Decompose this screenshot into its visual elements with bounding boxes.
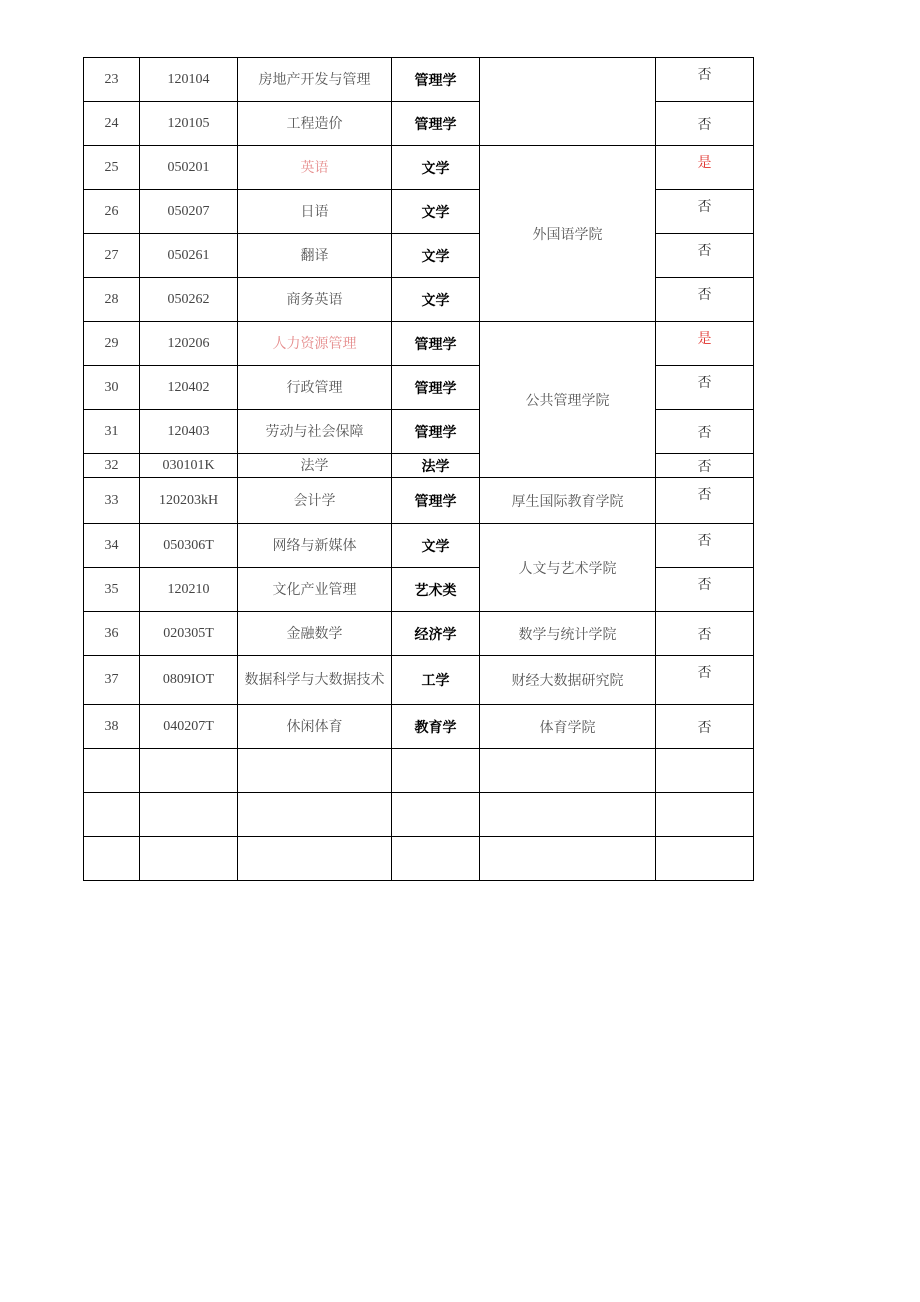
- major-name: 翻译: [238, 234, 392, 278]
- flag-cell: 否: [656, 234, 754, 278]
- major-name: 网络与新媒体: [238, 524, 392, 568]
- table-row: [84, 524, 754, 568]
- major-code: 120104: [140, 58, 238, 102]
- row-number: 23: [84, 58, 140, 102]
- major-code: 120210: [140, 568, 238, 612]
- flag-cell: 否: [656, 102, 754, 146]
- major-name: 人力资源管理: [238, 322, 392, 366]
- row-number: 27: [84, 234, 140, 278]
- major-code: 120403: [140, 410, 238, 454]
- major-name: 工程造价: [238, 102, 392, 146]
- major-code: 0809IOT: [140, 656, 238, 705]
- row-number: 34: [84, 524, 140, 568]
- row-number: 35: [84, 568, 140, 612]
- college-name: 厚生国际教育学院: [480, 478, 656, 524]
- flag-cell: 否: [656, 190, 754, 234]
- major-name: 日语: [238, 190, 392, 234]
- empty-cell: [392, 749, 480, 793]
- table-row: [84, 322, 754, 366]
- major-name: 会计学: [238, 478, 392, 524]
- major-code: 050261: [140, 234, 238, 278]
- flag-cell: 否: [656, 478, 754, 524]
- flag-cell: 否: [656, 524, 754, 568]
- discipline-category: 管理学: [392, 58, 480, 102]
- discipline-category: 文学: [392, 146, 480, 190]
- table-row: [84, 705, 754, 749]
- major-code: 120203kH: [140, 478, 238, 524]
- major-code: 050306T: [140, 524, 238, 568]
- major-code: 120402: [140, 366, 238, 410]
- row-number: 37: [84, 656, 140, 705]
- empty-cell: [84, 837, 140, 881]
- row-number: 38: [84, 705, 140, 749]
- discipline-category: 文学: [392, 524, 480, 568]
- table-row: [84, 478, 754, 524]
- row-number: 28: [84, 278, 140, 322]
- discipline-category: 管理学: [392, 102, 480, 146]
- empty-cell: [480, 749, 656, 793]
- major-name: 法学: [238, 454, 392, 478]
- discipline-category: 管理学: [392, 478, 480, 524]
- major-code: 030101K: [140, 454, 238, 478]
- college-name: 人文与艺术学院: [480, 524, 656, 612]
- majors-table-sheet: [83, 57, 754, 881]
- college-name: 体育学院: [480, 705, 656, 749]
- empty-row: [84, 837, 754, 881]
- row-number: 30: [84, 366, 140, 410]
- college-name: 公共管理学院: [480, 322, 656, 478]
- major-code: 020305T: [140, 612, 238, 656]
- major-name: 数据科学与大数据技术: [238, 656, 392, 705]
- empty-cell: [392, 837, 480, 881]
- major-code: 050207: [140, 190, 238, 234]
- majors-table: [83, 57, 754, 881]
- empty-cell: [656, 793, 754, 837]
- empty-cell: [140, 793, 238, 837]
- discipline-category: 教育学: [392, 705, 480, 749]
- discipline-category: 管理学: [392, 322, 480, 366]
- discipline-category: 艺术类: [392, 568, 480, 612]
- empty-cell: [140, 837, 238, 881]
- flag-cell: 否: [656, 568, 754, 612]
- empty-cell: [392, 793, 480, 837]
- major-name: 休闲体育: [238, 705, 392, 749]
- major-code: 050262: [140, 278, 238, 322]
- empty-row: [84, 749, 754, 793]
- row-number: 26: [84, 190, 140, 234]
- flag-cell: 否: [656, 454, 754, 478]
- flag-cell: 是: [656, 146, 754, 190]
- college-name: 外国语学院: [480, 146, 656, 322]
- empty-cell: [656, 837, 754, 881]
- empty-cell: [238, 749, 392, 793]
- table-row: [84, 656, 754, 705]
- major-code: 050201: [140, 146, 238, 190]
- table-row: [84, 58, 754, 102]
- empty-cell: [140, 749, 238, 793]
- row-number: 31: [84, 410, 140, 454]
- college-name: 财经大数据研究院: [480, 656, 656, 705]
- major-name: 金融数学: [238, 612, 392, 656]
- row-number: 25: [84, 146, 140, 190]
- major-name: 房地产开发与管理: [238, 58, 392, 102]
- row-number: 32: [84, 454, 140, 478]
- major-name: 文化产业管理: [238, 568, 392, 612]
- major-name: 商务英语: [238, 278, 392, 322]
- empty-cell: [84, 749, 140, 793]
- discipline-category: 法学: [392, 454, 480, 478]
- row-number: 36: [84, 612, 140, 656]
- college-cell-blank: [480, 58, 656, 146]
- empty-cell: [656, 749, 754, 793]
- major-name: 行政管理: [238, 366, 392, 410]
- empty-cell: [480, 837, 656, 881]
- flag-cell: 否: [656, 278, 754, 322]
- empty-cell: [238, 837, 392, 881]
- row-number: 24: [84, 102, 140, 146]
- row-number: 33: [84, 478, 140, 524]
- flag-cell: 否: [656, 410, 754, 454]
- discipline-category: 管理学: [392, 366, 480, 410]
- discipline-category: 管理学: [392, 410, 480, 454]
- empty-cell: [238, 793, 392, 837]
- table-row: [84, 146, 754, 190]
- major-code: 120206: [140, 322, 238, 366]
- discipline-category: 经济学: [392, 612, 480, 656]
- flag-cell: 否: [656, 366, 754, 410]
- table-row: [84, 612, 754, 656]
- major-code: 040207T: [140, 705, 238, 749]
- flag-cell: 否: [656, 656, 754, 705]
- discipline-category: 文学: [392, 190, 480, 234]
- flag-cell: 否: [656, 705, 754, 749]
- flag-cell: 否: [656, 612, 754, 656]
- empty-cell: [84, 793, 140, 837]
- discipline-category: 工学: [392, 656, 480, 705]
- flag-cell: 否: [656, 58, 754, 102]
- empty-cell: [480, 793, 656, 837]
- discipline-category: 文学: [392, 234, 480, 278]
- row-number: 29: [84, 322, 140, 366]
- empty-row: [84, 793, 754, 837]
- discipline-category: 文学: [392, 278, 480, 322]
- college-name: 数学与统计学院: [480, 612, 656, 656]
- flag-cell: 是: [656, 322, 754, 366]
- major-code: 120105: [140, 102, 238, 146]
- major-name: 劳动与社会保障: [238, 410, 392, 454]
- major-name: 英语: [238, 146, 392, 190]
